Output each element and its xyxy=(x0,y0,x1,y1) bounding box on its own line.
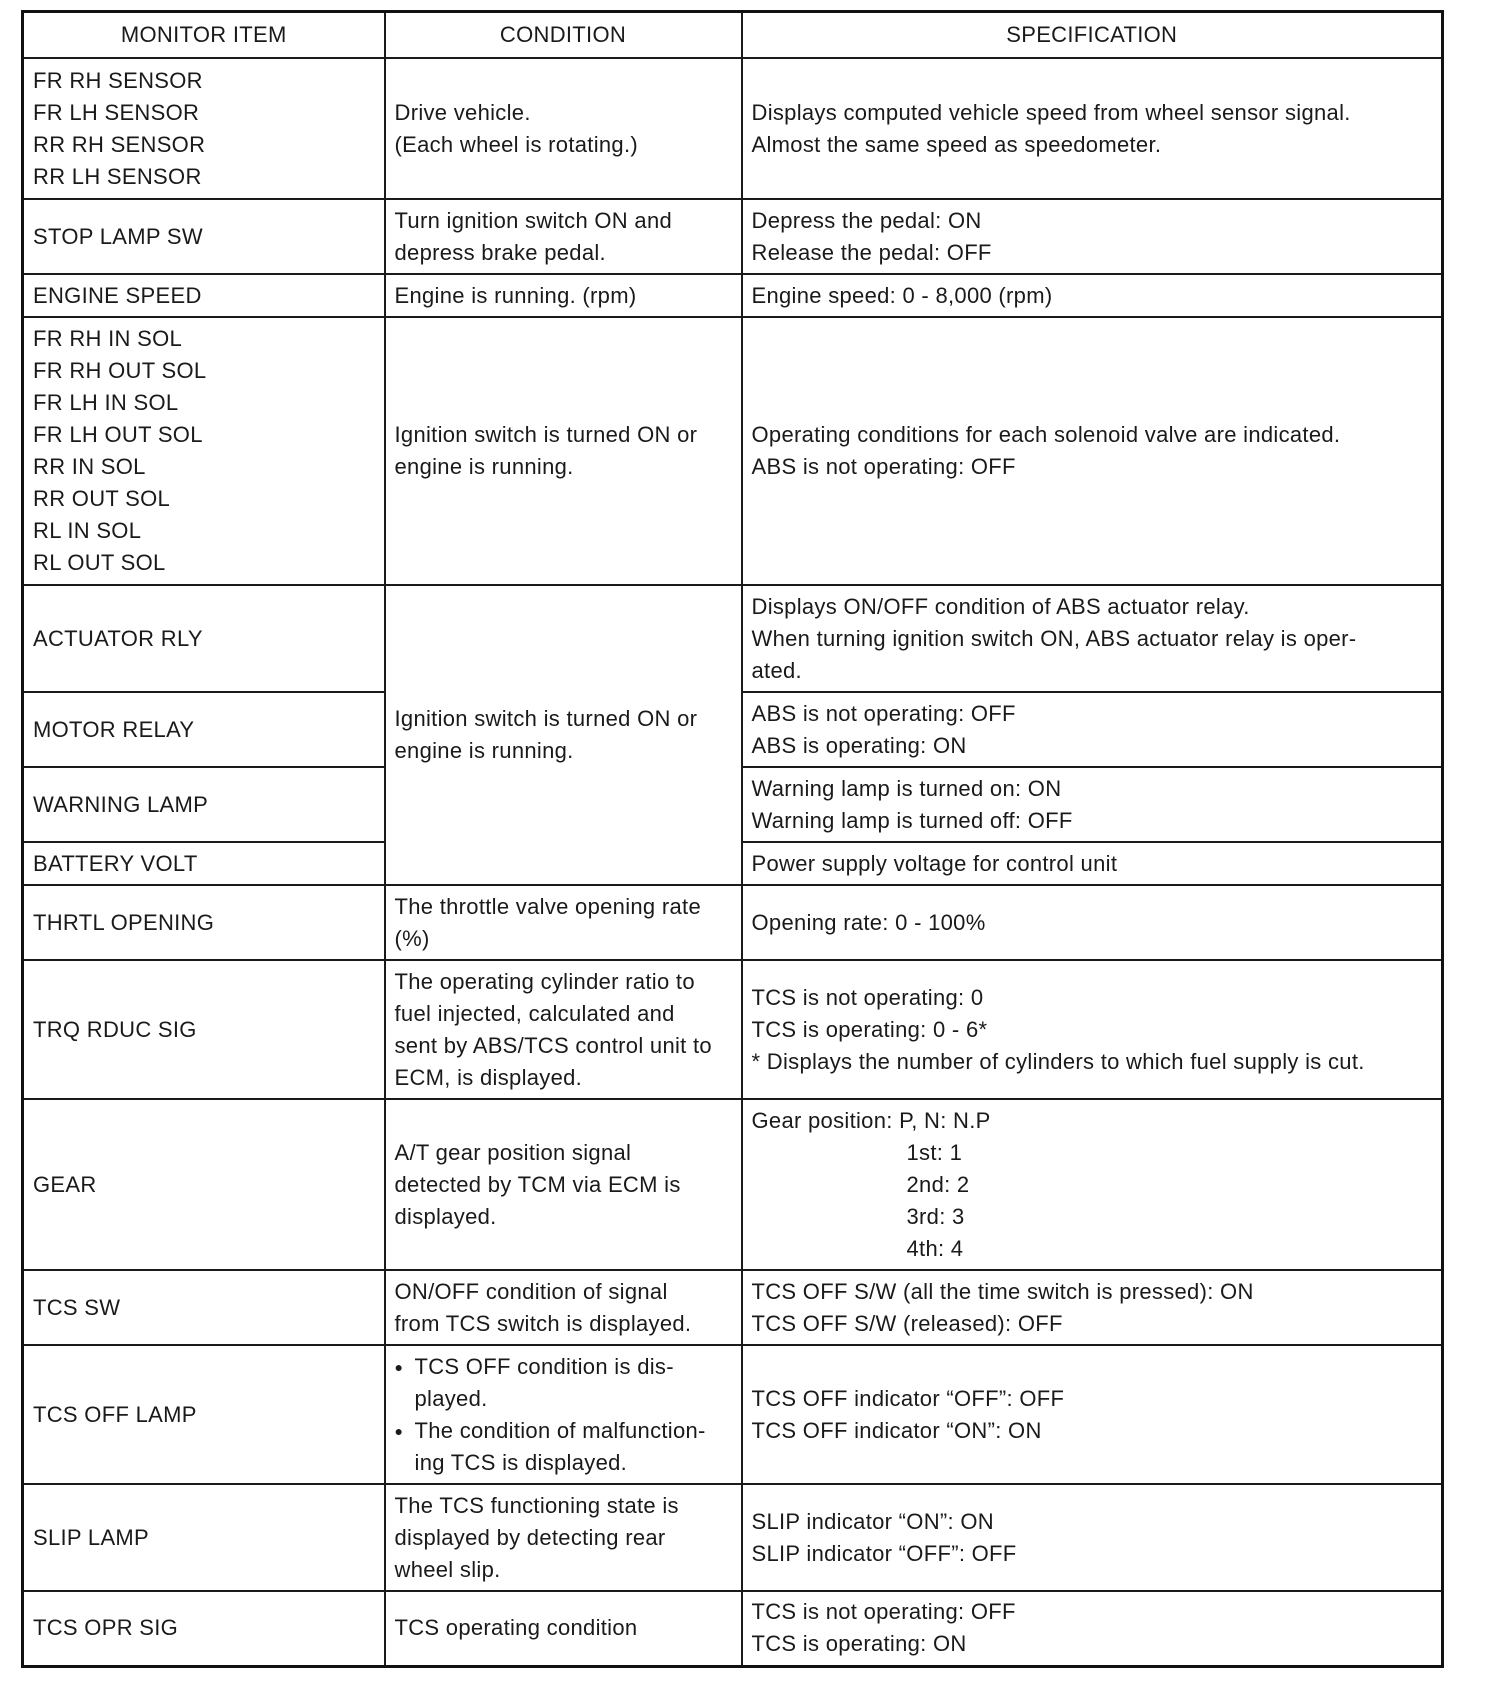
specification-text: Engine speed: 0 - 8,000 (rpm) xyxy=(751,282,1053,308)
monitor-item-cell xyxy=(23,274,385,317)
monitor-item-cell xyxy=(23,58,385,199)
table-row xyxy=(23,1484,1443,1591)
condition-text: ing TCS is displayed. xyxy=(414,1449,628,1475)
condition-text: engine is running. xyxy=(394,454,574,479)
condition-cell xyxy=(385,1591,742,1666)
monitor-item: TCS OFF LAMP xyxy=(33,1401,197,1427)
specification-text: ated. xyxy=(751,657,802,683)
monitor-item: RR RH SENSOR xyxy=(33,131,206,157)
specification-cell xyxy=(742,1591,1443,1666)
condition-text: ECM, is displayed. xyxy=(394,1064,583,1090)
specification-text: TCS is not operating: 0 xyxy=(751,984,984,1010)
monitor-item: FR LH IN SOL xyxy=(33,390,179,415)
specification-text: Warning lamp is turned off: OFF xyxy=(751,807,1073,833)
specification-cell xyxy=(742,692,1443,767)
specification-cell xyxy=(742,1270,1443,1345)
monitor-item: BATTERY VOLT xyxy=(33,850,198,876)
condition-text: (%) xyxy=(394,925,430,951)
specification-cell xyxy=(742,885,1443,960)
condition-cell xyxy=(385,199,742,274)
monitor-item: SLIP LAMP xyxy=(33,1524,150,1550)
specification-text: Release the pedal: OFF xyxy=(751,239,992,265)
monitor-item: ACTUATOR RLY xyxy=(33,625,203,651)
gear-position-value: 4th: 4 xyxy=(906,1235,964,1261)
monitor-item-cell xyxy=(23,1270,385,1345)
condition-text: Drive vehicle. xyxy=(394,99,531,125)
specification-text: Operating conditions for each solenoid valve are indicated. xyxy=(751,422,1341,447)
specification-text: SLIP indicator “OFF”: OFF xyxy=(751,1540,1017,1566)
monitor-item: TCS OPR SIG xyxy=(33,1615,179,1641)
condition-text: from TCS switch is displayed. xyxy=(394,1310,692,1336)
monitor-item-cell xyxy=(23,960,385,1099)
condition-text: engine is running. xyxy=(394,738,574,763)
specification-cell xyxy=(742,842,1443,885)
condition-text: ● TCS OFF condition is dis- xyxy=(414,1353,674,1379)
monitor-item: RL OUT SOL xyxy=(33,550,166,575)
header-condition: CONDITION xyxy=(385,12,742,59)
condition-text: Engine is running. (rpm) xyxy=(394,282,637,308)
monitor-item: FR LH SENSOR xyxy=(33,99,200,125)
specification-text: TCS is operating: 0 - 6* xyxy=(751,1016,988,1042)
condition-text: wheel slip. xyxy=(394,1556,501,1582)
specification-text: Displays computed vehicle speed from wheel sensor signal. xyxy=(751,99,1351,125)
monitor-item-cell xyxy=(23,885,385,960)
monitor-item: FR RH SENSOR xyxy=(33,67,203,93)
specification-text: TCS is not operating: OFF xyxy=(751,1599,1016,1625)
table-row xyxy=(23,1270,1443,1345)
specification-cell xyxy=(742,767,1443,842)
table-row xyxy=(23,960,1443,1099)
condition-text: displayed by detecting rear xyxy=(394,1524,666,1550)
specification-text: ABS is not operating: OFF xyxy=(751,454,1016,479)
table-row xyxy=(23,274,1443,317)
monitor-item-cell xyxy=(23,317,385,585)
condition-cell xyxy=(385,274,742,317)
monitor-item-cell xyxy=(23,1345,385,1484)
monitor-item: STOP LAMP SW xyxy=(33,223,203,249)
header-specification: SPECIFICATION xyxy=(742,12,1443,59)
condition-cell-merged xyxy=(385,585,742,885)
table-row xyxy=(23,1099,1443,1270)
monitor-item: RR LH SENSOR xyxy=(33,163,202,189)
gear-position-value: 3rd: 3 xyxy=(906,1203,965,1229)
specification-text: SLIP indicator “ON”: ON xyxy=(751,1508,994,1534)
table-row xyxy=(23,317,1443,585)
specification-text: Depress the pedal: ON xyxy=(751,207,982,233)
monitor-item: FR RH OUT SOL xyxy=(33,358,207,383)
monitor-item-cell xyxy=(23,692,385,767)
condition-text: detected by TCM via ECM is xyxy=(394,1171,681,1197)
specification-cell xyxy=(742,58,1443,199)
gear-position-value: 2nd: 2 xyxy=(906,1171,970,1197)
condition-text: ● The condition of malfunction- xyxy=(414,1417,706,1443)
gear-position-value: 1st: 1 xyxy=(906,1139,963,1165)
specification-text: When turning ignition switch ON, ABS actuator relay is oper- xyxy=(751,625,1357,651)
condition-text: A/T gear position signal xyxy=(394,1139,632,1165)
specification-text: TCS OFF indicator “ON”: ON xyxy=(751,1417,1042,1443)
monitor-item-cell xyxy=(23,1099,385,1270)
condition-bullet xyxy=(395,1351,733,1415)
condition-text: The throttle valve opening rate xyxy=(394,893,701,919)
table-row xyxy=(23,1591,1443,1666)
monitor-item: TCS SW xyxy=(33,1294,121,1320)
monitor-item: ENGINE SPEED xyxy=(33,282,202,308)
specification-text: Almost the same speed as speedometer. xyxy=(751,131,1162,157)
specification-text: Gear position: P, N: N.P xyxy=(751,1107,991,1133)
specification-text: TCS is operating: ON xyxy=(751,1631,967,1657)
monitor-item: THRTL OPENING xyxy=(33,909,215,935)
specification-text: TCS OFF S/W (all the time switch is pressed): ON xyxy=(751,1278,1254,1304)
condition-text: ON/OFF condition of signal xyxy=(394,1278,668,1304)
specification-text: TCS OFF S/W (released): OFF xyxy=(751,1310,1063,1336)
specification-text: Power supply voltage for control unit xyxy=(751,850,1118,876)
table-header-row xyxy=(23,12,1443,59)
monitor-item: TRQ RDUC SIG xyxy=(33,1016,197,1042)
condition-text: (Each wheel is rotating.) xyxy=(394,131,638,157)
table-row xyxy=(23,58,1443,199)
monitor-item-table xyxy=(21,10,1444,1668)
monitor-item: FR RH IN SOL xyxy=(33,326,183,351)
condition-bullet xyxy=(395,1415,733,1479)
condition-text: Ignition switch is turned ON or xyxy=(394,706,698,731)
condition-cell xyxy=(385,1270,742,1345)
specification-text: Opening rate: 0 - 100% xyxy=(751,909,986,935)
monitor-item: MOTOR RELAY xyxy=(33,716,195,742)
specification-cell xyxy=(742,1345,1443,1484)
condition-text: played. xyxy=(414,1385,488,1411)
condition-cell xyxy=(385,1484,742,1591)
condition-text: Ignition switch is turned ON or xyxy=(394,422,698,447)
table-row xyxy=(23,585,1443,692)
condition-cell xyxy=(385,58,742,199)
specification-cell xyxy=(742,317,1443,585)
header-monitor-item: MONITOR ITEM xyxy=(23,12,385,59)
condition-text: The TCS functioning state is xyxy=(394,1492,679,1518)
specification-text: * Displays the number of cylinders to which fuel supply is cut. xyxy=(751,1048,1365,1074)
monitor-item: RL IN SOL xyxy=(33,518,142,543)
condition-text: TCS operating condition xyxy=(394,1615,638,1641)
specification-cell xyxy=(742,1484,1443,1591)
monitor-item-cell xyxy=(23,1591,385,1666)
condition-cell xyxy=(385,1099,742,1270)
condition-cell xyxy=(385,317,742,585)
specification-cell xyxy=(742,585,1443,692)
monitor-item-cell xyxy=(23,585,385,692)
condition-text: depress brake pedal. xyxy=(394,239,606,265)
table-row xyxy=(23,199,1443,274)
condition-cell xyxy=(385,885,742,960)
condition-bullet-list xyxy=(395,1351,733,1479)
specification-text: ABS is not operating: OFF xyxy=(751,700,1016,726)
monitor-item-cell xyxy=(23,767,385,842)
monitor-item-cell xyxy=(23,1484,385,1591)
specification-text: Warning lamp is turned on: ON xyxy=(751,775,1062,801)
specification-cell xyxy=(742,274,1443,317)
monitor-item-document xyxy=(21,10,1441,1668)
condition-text: fuel injected, calculated and xyxy=(394,1000,675,1026)
specification-text: Displays ON/OFF condition of ABS actuator relay. xyxy=(751,593,1250,619)
specification-cell xyxy=(742,1099,1443,1270)
specification-cell xyxy=(742,199,1443,274)
monitor-item: RR OUT SOL xyxy=(33,486,171,511)
condition-text: Turn ignition switch ON and xyxy=(394,207,673,233)
table-row xyxy=(23,1345,1443,1484)
monitor-item-cell xyxy=(23,842,385,885)
condition-text: The operating cylinder ratio to xyxy=(394,968,695,994)
monitor-item: GEAR xyxy=(33,1171,97,1197)
specification-text: ABS is operating: ON xyxy=(751,732,967,758)
monitor-item-cell xyxy=(23,199,385,274)
table-row xyxy=(23,885,1443,960)
monitor-item: RR IN SOL xyxy=(33,454,146,479)
monitor-item: FR LH OUT SOL xyxy=(33,422,203,447)
specification-text: TCS OFF indicator “OFF”: OFF xyxy=(751,1385,1065,1411)
condition-cell xyxy=(385,960,742,1099)
monitor-item: WARNING LAMP xyxy=(33,791,209,817)
condition-cell xyxy=(385,1345,742,1484)
condition-text: sent by ABS/TCS control unit to xyxy=(394,1032,712,1058)
specification-cell xyxy=(742,960,1443,1099)
condition-text: displayed. xyxy=(394,1203,497,1229)
